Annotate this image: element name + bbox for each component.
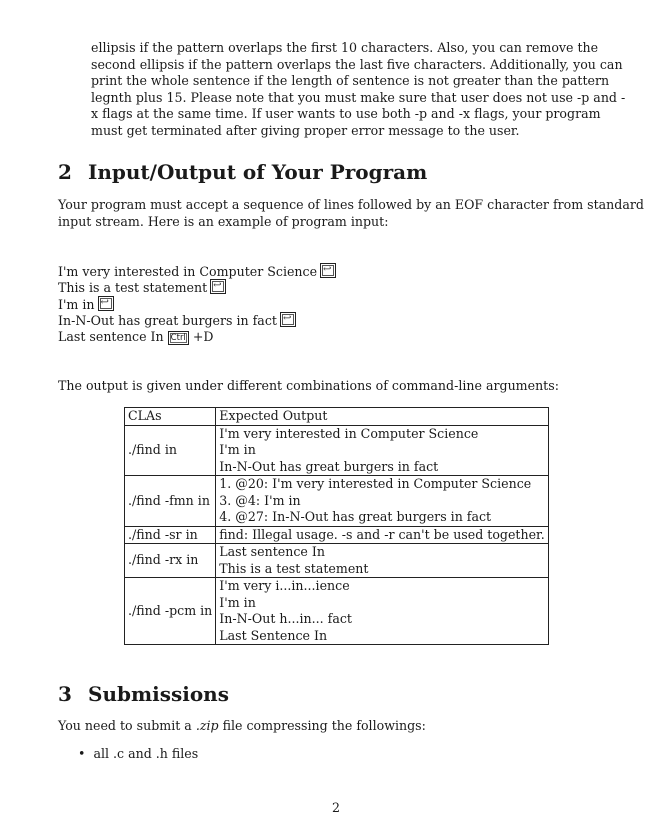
section-3-heading: [58, 682, 229, 706]
output-cell: [216, 544, 548, 578]
section-2-paragraph: [58, 197, 644, 230]
output-line: Last Sentence In: [219, 627, 328, 643]
output-line: 1. @20: I'm very interested in Computer Science: [219, 476, 532, 491]
bullet-dot-icon: •: [78, 746, 86, 761]
output-line: I'm very interested in Computer Science: [219, 425, 479, 441]
input-line: [58, 263, 336, 280]
output-line: I'm very i...in...ience: [219, 578, 350, 593]
input-line-text: This is a test statement: [58, 280, 208, 295]
input-line-text: Last sentence In: [58, 329, 164, 344]
intro-line: second ellipsis if the pattern overlaps the last five characters. Additionally, you can: [91, 56, 623, 72]
intro-line: x flags at the same time. If user wants to use both -p and -x flags, your program: [91, 106, 601, 122]
cla-cell: ./find -rx in: [125, 544, 216, 578]
output-line: In-N-Out h...in... fact: [219, 611, 352, 626]
output-cell: [216, 526, 548, 544]
section-title: Submissions: [88, 682, 229, 706]
intro-line: legnth plus 15. Please note that you must make sure that user does not use -p and -: [91, 89, 626, 105]
output-cell: [216, 476, 548, 527]
input-line-text: I'm very interested in Computer Science: [58, 264, 318, 279]
ctrl-key-icon: Ctrl: [168, 331, 189, 345]
output-line: 3. @4: I'm in: [219, 492, 301, 508]
bullet-list-item: [78, 746, 198, 761]
para-prefix: You need to submit a: [58, 718, 196, 733]
section-3-paragraph: [58, 718, 595, 735]
intro-paragraph: [91, 40, 626, 140]
paragraph-line: input stream. Here is an example of program input:: [58, 213, 389, 229]
output-cell: [216, 578, 548, 645]
cla-cell: ./find -sr in: [125, 526, 216, 544]
section-title: Input/Output of Your Program: [88, 160, 428, 184]
paragraph-line: The output is given under different combinations of command-line arguments:: [58, 378, 559, 393]
table-header-cell: Expected Output: [216, 408, 548, 426]
output-line: I'm in: [219, 442, 256, 457]
enter-key-icon: [210, 279, 226, 294]
cla-cell: ./find -pcm in: [125, 578, 216, 645]
table-header-row: [125, 408, 549, 426]
table-row: [125, 578, 549, 645]
page-number: 2: [331, 800, 340, 815]
input-line-text: I'm in: [58, 297, 95, 312]
input-line: [58, 296, 114, 313]
input-line: [58, 279, 226, 296]
output-line: 4. @27: In-N-Out has great burgers in fact: [219, 509, 492, 524]
bullet-text: all .c and .h files: [93, 746, 199, 761]
clas-table: [124, 407, 549, 645]
section-2-heading: [58, 160, 427, 184]
output-line: In-N-Out has great burgers in fact: [219, 458, 439, 474]
cla-cell: ./find -fmn in: [125, 476, 216, 527]
table-header-cell: CLAs: [125, 408, 216, 426]
output-line: I'm in: [219, 594, 256, 610]
section-number: 2: [58, 160, 72, 184]
output-line: This is a test statement: [219, 560, 369, 576]
intro-line: ellipsis if the pattern overlaps the first 10 characters. Also, you can remove the: [91, 40, 599, 55]
table-row: [125, 476, 549, 527]
section-number: 3: [58, 682, 72, 706]
intro-line: must get terminated after giving proper error message to the user.: [91, 122, 520, 138]
table-row: [125, 526, 549, 544]
output-line: find: Illegal usage. -s and -r can't be used together.: [219, 526, 545, 542]
output-cell: [216, 425, 548, 476]
table-row: [125, 425, 549, 476]
output-line: Last sentence In: [219, 544, 325, 559]
cla-cell: ./find in: [125, 425, 216, 476]
paragraph-line: Your program must accept a sequence of lines followed by an EOF character from standard: [58, 197, 644, 212]
intro-line: print the whole sentence if the length of sentence is not greater than the pattern: [91, 73, 610, 89]
eof-suffix: +D: [192, 329, 214, 344]
input-line: [58, 312, 296, 329]
table-row: [125, 544, 549, 578]
para-suffix: file compressing the followings:: [218, 718, 426, 733]
input-line: [58, 329, 213, 345]
enter-key-icon: [280, 312, 296, 327]
zip-extension: .zip: [195, 718, 219, 733]
output-intro: [58, 378, 595, 395]
input-line-text: In-N-Out has great burgers in fact: [58, 313, 277, 328]
enter-key-icon: [320, 263, 336, 278]
enter-key-icon: [98, 296, 114, 311]
